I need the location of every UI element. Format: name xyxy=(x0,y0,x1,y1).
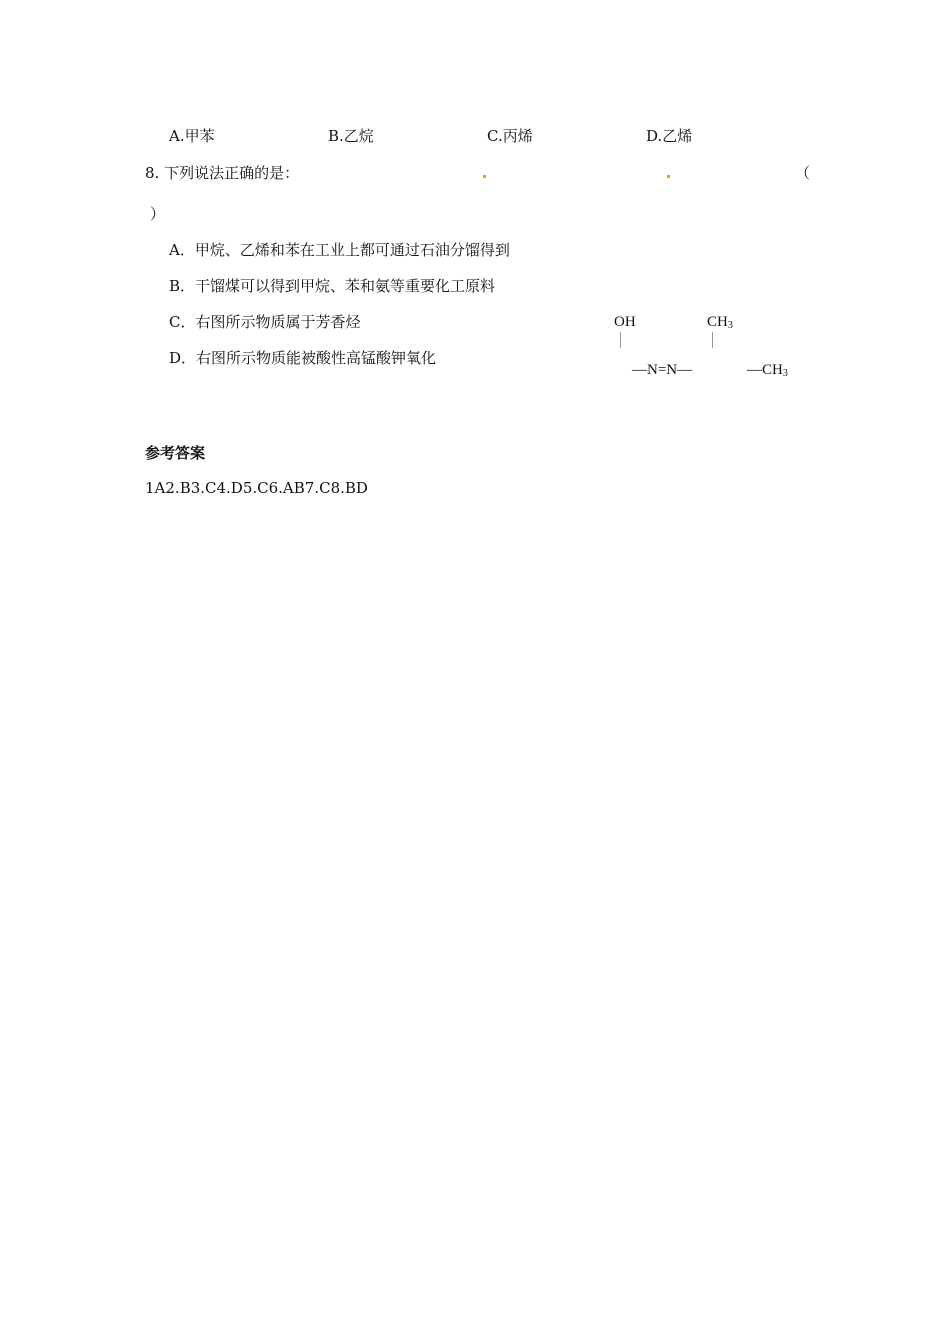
bond-line xyxy=(712,332,713,348)
answers-heading: 参考答案 xyxy=(145,444,206,462)
q7-option-b: B.乙烷 xyxy=(328,127,374,145)
q7-option-a: A.甲苯 xyxy=(169,127,215,145)
answer-paren-open: （ xyxy=(795,164,811,182)
azo-group-label: —N=N— xyxy=(632,362,693,378)
methyl-group-right: $—CH_3$ xyxy=(747,362,788,379)
q8-option-d: D．右图所示物质能被酸性高锰酸钾氧化 xyxy=(169,349,437,367)
marker-dot xyxy=(667,175,670,178)
answer-paren-close: ） xyxy=(150,205,166,223)
methyl-group-top: $CH_3$ xyxy=(707,314,733,331)
q8-option-b: B．干馏煤可以得到甲烷、苯和氨等重要化工原料 xyxy=(169,277,496,295)
q8-option-c: C．右图所示物质属于芳香烃 xyxy=(169,313,361,331)
q8-stem: 8. 下列说法正确的是： xyxy=(145,164,300,182)
q7-option-d: D.乙烯 xyxy=(646,127,693,145)
answers-text: 1A2.B3.C4.D5.C6.AB7.C8.BD xyxy=(145,479,368,497)
oh-group-label: OH xyxy=(614,314,636,330)
q8-option-a: A．甲烷、乙烯和苯在工业上都可通过石油分馏得到 xyxy=(169,241,510,259)
q7-option-c: C.丙烯 xyxy=(487,127,533,145)
marker-dot xyxy=(483,175,486,178)
bond-line xyxy=(620,332,621,348)
